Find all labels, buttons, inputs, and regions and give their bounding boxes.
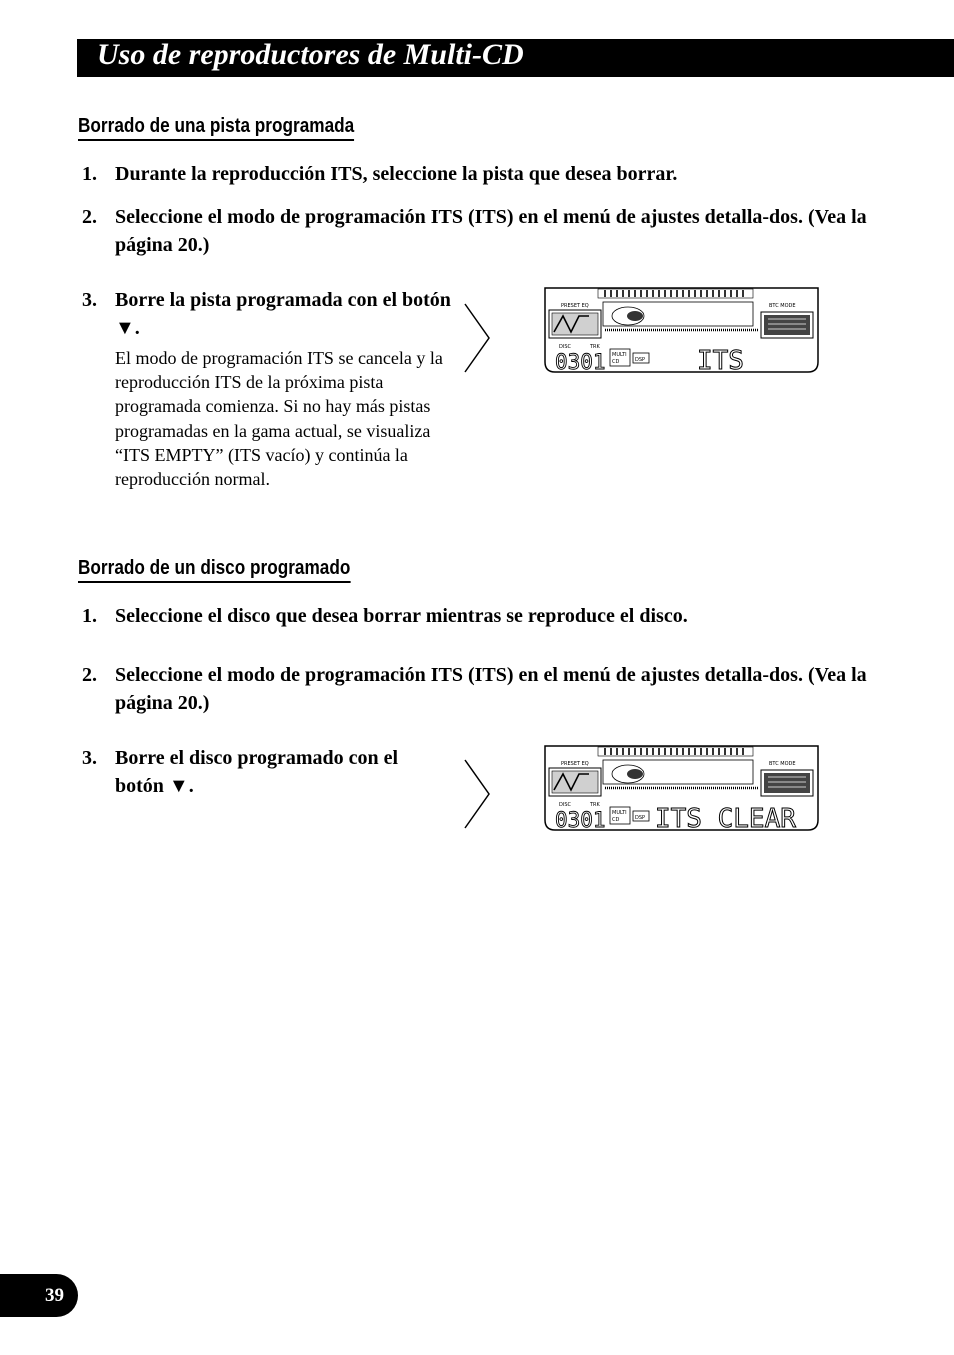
step-text: Seleccione el disco que desea borrar mientras se reproduce el disco. [115,605,688,627]
step-text: Durante la reproducción ITS, seleccione la pista que desea borrar. [115,163,678,185]
page-number-badge [0,1274,78,1317]
step-number: 3. [82,747,97,769]
step-3-disc [82,744,452,800]
step-1-disc [82,602,872,630]
page-number: 39 [45,1285,64,1306]
step-number: 3. [82,289,97,311]
trk-label: TRK [590,802,600,808]
arrow-right-icon [463,303,491,373]
lcd-main-text: ITS [697,346,744,374]
chapter-banner [77,39,954,77]
disc-label: DISC [559,344,571,350]
step-1-track [82,160,872,188]
chapter-title: Uso de reproductores de Multi-CD [97,38,524,71]
disc-track-number: 0301 [555,350,606,374]
cd-label: CD [612,817,620,823]
step-3-track [82,286,452,342]
dsp-label: DSP [635,357,646,363]
step-text: Borre la pista programada con el botón ▼. [115,289,451,339]
step-text: Seleccione el modo de programación ITS (ITS) en el menú de ajustes detalla-dos. (Vea la página 20.) [115,664,867,714]
preset-eq-label: PRESET EQ [561,761,589,767]
arrow-right-icon [463,759,491,829]
step-3-note: El modo de programación ITS se cancela y la reproducción ITS de la próxima pista programada comienza. Si no hay más pistas programadas en la gama actual, se visualiza “ITS EMPTY” (ITS vacío) y continúa la reproducción normal. [115,348,443,490]
cd-label: CD [612,359,620,365]
step-text: Seleccione el modo de programación ITS (ITS) en el menú de ajustes detalla-dos. (Vea la página 20.) [115,206,867,256]
step-number: 1. [82,605,97,627]
section-heading-disc: Borrado de un disco programado [78,556,350,583]
trk-label: TRK [590,344,600,350]
multi-label: MULTI [612,810,627,816]
step-2-track [82,203,872,259]
btc-mode-label: BTC MODE [769,303,796,309]
disc-track-number: 0301 [555,808,606,832]
step-2-disc [82,661,872,717]
disc-label: DISC [559,802,571,808]
step-text: Borre el disco programado con el botón ▼. [115,747,399,797]
section-heading-track: Borrado de una pista programada [78,114,354,141]
multi-label: MULTI [612,352,627,358]
step-number: 1. [82,163,97,185]
step-number: 2. [82,206,97,228]
step-number: 2. [82,664,97,686]
lcd-display-its-clear [543,744,820,832]
dsp-label: DSP [635,815,646,821]
lcd-display-its [543,286,820,374]
preset-eq-label: PRESET EQ [561,303,589,309]
lcd-main-text: ITS CLEAR [655,804,796,832]
btc-mode-label: BTC MODE [769,761,796,767]
